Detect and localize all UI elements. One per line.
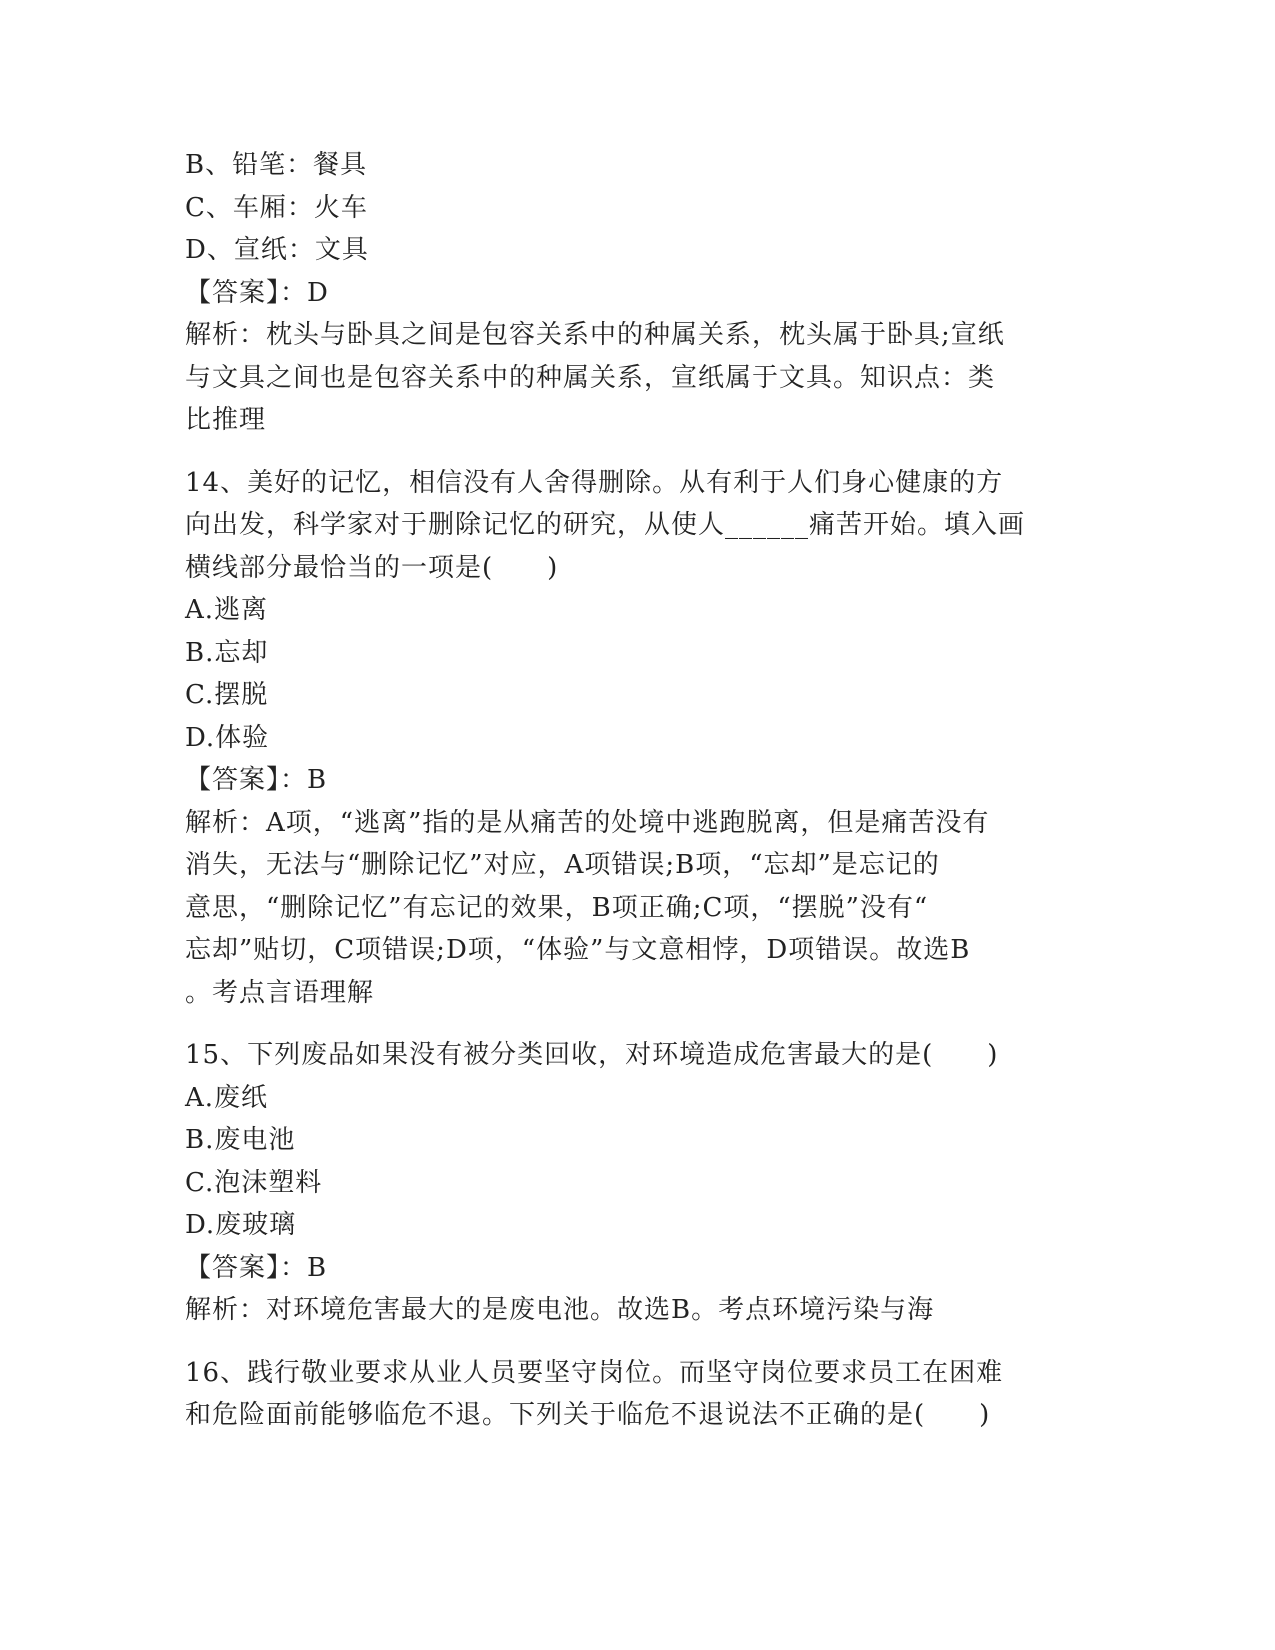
analysis-line: 比推理 <box>185 405 267 435</box>
analysis-line: 忘却”贴切，C项错误;D项，“体验”与文意相悖，D项错误。故选B <box>185 935 971 965</box>
question-14 <box>185 462 1085 1015</box>
option-c: C.摆脱 <box>185 680 269 710</box>
option-b: B.忘却 <box>185 637 269 668</box>
question-16 <box>185 1352 1085 1437</box>
analysis-line: 。考点言语理解 <box>185 977 375 1008</box>
question-text: 横线部分最恰当的一项是( ) <box>185 552 559 583</box>
option-b: B、铅笔：餐具 <box>185 150 368 180</box>
analysis-line: 解析：枕头与卧具之间是包容关系中的种属关系，枕头属于卧具;宣纸 <box>185 320 1005 350</box>
analysis-line: 意思，“删除记忆”有忘记的效果，B项正确;C项，“摆脱”没有“ <box>185 892 929 923</box>
analysis-line: 消失，无法与“删除记忆”对应，A项错误;B项，“忘却”是忘记的 <box>185 850 940 880</box>
analysis-line: 解析：对环境危害最大的是废电池。故选B。考点环境污染与海 <box>185 1295 935 1325</box>
option-a: A.废纸 <box>185 1082 269 1113</box>
answer-line: 【答案】：B <box>185 1252 328 1283</box>
option-d: D、宣纸：文具 <box>185 235 369 265</box>
option-d: D.体验 <box>185 722 270 753</box>
option-c: C、车厢：火车 <box>185 192 368 223</box>
question-text: 16、践行敬业要求从业人员要坚守岗位。而坚守岗位要求员工在困难 <box>185 1357 1004 1388</box>
answer-line: 【答案】：D <box>185 277 329 308</box>
option-d: D.废玻璃 <box>185 1210 297 1240</box>
document-page <box>185 144 1085 1437</box>
question-text: 和危险面前能够临危不退。下列关于临危不退说法不正确的是( ) <box>185 1400 991 1430</box>
answer-line: 【答案】：B <box>185 765 328 795</box>
analysis-line: 解析：A项，“逃离”指的是从痛苦的处境中逃跑脱离，但是痛苦没有 <box>185 807 990 838</box>
question-13-tail <box>185 144 1085 442</box>
question-text: 15、下列废品如果没有被分类回收，对环境造成危害最大的是( ) <box>185 1040 999 1070</box>
analysis-line: 与文具之间也是包容关系中的种属关系，宣纸属于文具。知识点：类 <box>185 362 996 393</box>
question-15 <box>185 1034 1085 1332</box>
option-b: B.废电池 <box>185 1125 296 1155</box>
question-text: 14、美好的记忆，相信没有人舍得删除。从有利于人们身心健康的方 <box>185 467 1004 498</box>
option-c: C.泡沫塑料 <box>185 1167 323 1198</box>
question-text: 向出发，科学家对于删除记忆的研究，从使人______痛苦开始。填入画 <box>185 510 1026 540</box>
option-a: A.逃离 <box>185 595 269 625</box>
